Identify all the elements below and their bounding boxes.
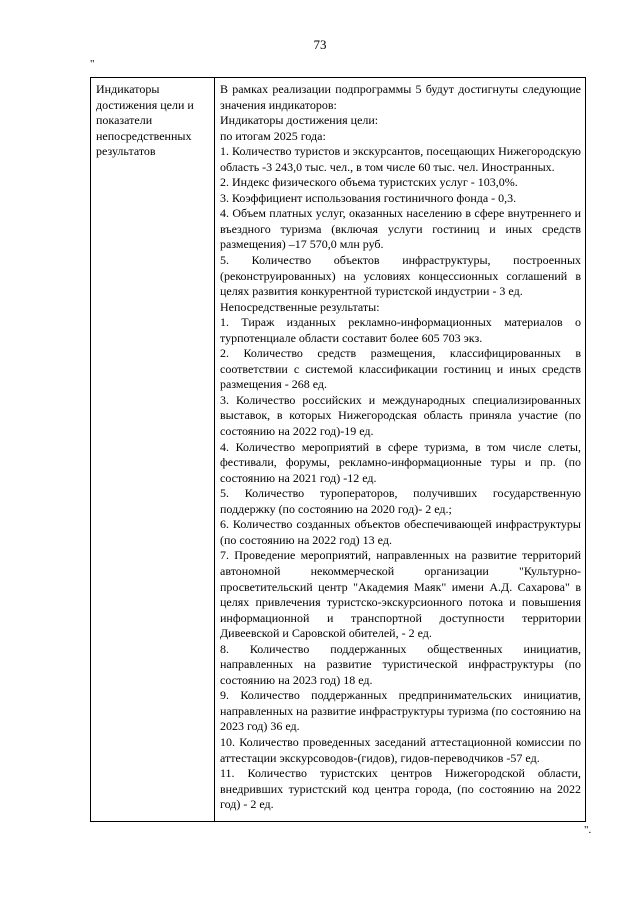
indicator-item: 4. Объем платных услуг, оказанных населению в сфере внутреннего и въездного туризма (включая услуги гостиниц и иных средств размещения) –17 570,0 млн руб. bbox=[220, 206, 581, 252]
period-text: по итогам 2025 года: bbox=[220, 128, 326, 143]
result-item: 1. Тираж изданных рекламно-информационных материалов о турпотенциале области составит более 605 703 экз. bbox=[220, 315, 581, 345]
indicators-heading: Индикаторы достижения цели: bbox=[220, 113, 379, 128]
result-item: 6. Количество созданных объектов обеспечивающей инфраструктуры (по состоянию на 2022 год) 13 ед. bbox=[220, 517, 581, 547]
indicators-table bbox=[90, 77, 586, 822]
row-label: Индикаторы достижения цели и показатели непосредственных результатов bbox=[96, 82, 194, 159]
table-row bbox=[91, 78, 586, 822]
result-item: 7. Проведение мероприятий, направленных на развитие территорий автономной некоммерческой организации "Культурно-просветительский центр "Академия Маяк" имени А.Д. Сахарова" в целях привлечения туристско-экскурсионного потока и повышения информационной и транспортной доступности территории Дивеевской и Саровской обителей, - 2 ед. bbox=[220, 548, 581, 641]
result-item: 3. Количество российских и международных специализированных выставок, в которых Нижегородская область приняла участие (по состоянию на 2022 год)-19 ед. bbox=[220, 392, 581, 439]
indicator-item: 1. Количество туристов и экскурсантов, посещающих Нижегородскую область -3 243,0 тыс. чел., в том числе 60 тыс. чел. Иностранных. bbox=[220, 144, 581, 174]
indicator-item: 3. Коэффициент использования гостиничного фонда - 0,3. bbox=[220, 190, 517, 205]
result-item: 8. Количество поддержанных общественных инициатив, направленных на развитие туристической инфраструктуры (по состоянию на 2023 год) 18 ед. bbox=[220, 641, 581, 687]
opening-quote-mark: " bbox=[90, 58, 95, 70]
indicator-item: 2. Индекс физического объема туристских услуг - 103,0%. bbox=[220, 175, 518, 190]
result-item: 11. Количество туристских центров Нижегородской области, внедривших туристский код центра города, (по состоянию на 2022 год) - 2 ед. bbox=[220, 766, 581, 812]
result-item: 4. Количество мероприятий в сфере туризма, в том числе слеты, фестивали, форумы, рекламно-информационные туры и пр. (по состоянию на 2021 год) -12 ед. bbox=[220, 439, 581, 485]
results-list bbox=[220, 315, 581, 813]
indicator-item: 5. Количество объектов инфраструктуры, построенных (реконструированных) на условиях концессионных соглашений в целях развития конкурентной туристской индустрии - 3 ед. bbox=[220, 253, 581, 299]
result-item: 9. Количество поддержанных предпринимательских инициатив, направленных на развитие инфраструктуры туризма (по состоянию на 2023 год) 36 ед. bbox=[220, 688, 581, 734]
result-item: 10. Количество проведенных заседаний аттестационной комиссии по аттестации экскурсоводов-(гидов), гидов-переводчиков -57 ед. bbox=[220, 734, 581, 765]
page-number: 73 bbox=[313, 37, 327, 52]
closing-quote-mark: ". bbox=[584, 824, 592, 836]
result-item: 2. Количество средств размещения, классифицированных в соответствии с системой классификации гостиниц и иных средств размещения - 268 ед. bbox=[220, 346, 581, 392]
indicators-list bbox=[220, 144, 581, 299]
content-cell bbox=[215, 78, 586, 822]
result-item: 5. Количество туроператоров, получивших государственную поддержку (по состоянию на 2020 год)- 2 ед.; bbox=[220, 486, 581, 516]
label-cell bbox=[91, 78, 215, 822]
results-heading: Непосредственные результаты: bbox=[220, 299, 380, 314]
intro-text: В рамках реализации подпрограммы 5 будут достигнуты следующие значения индикаторов: bbox=[220, 82, 581, 112]
